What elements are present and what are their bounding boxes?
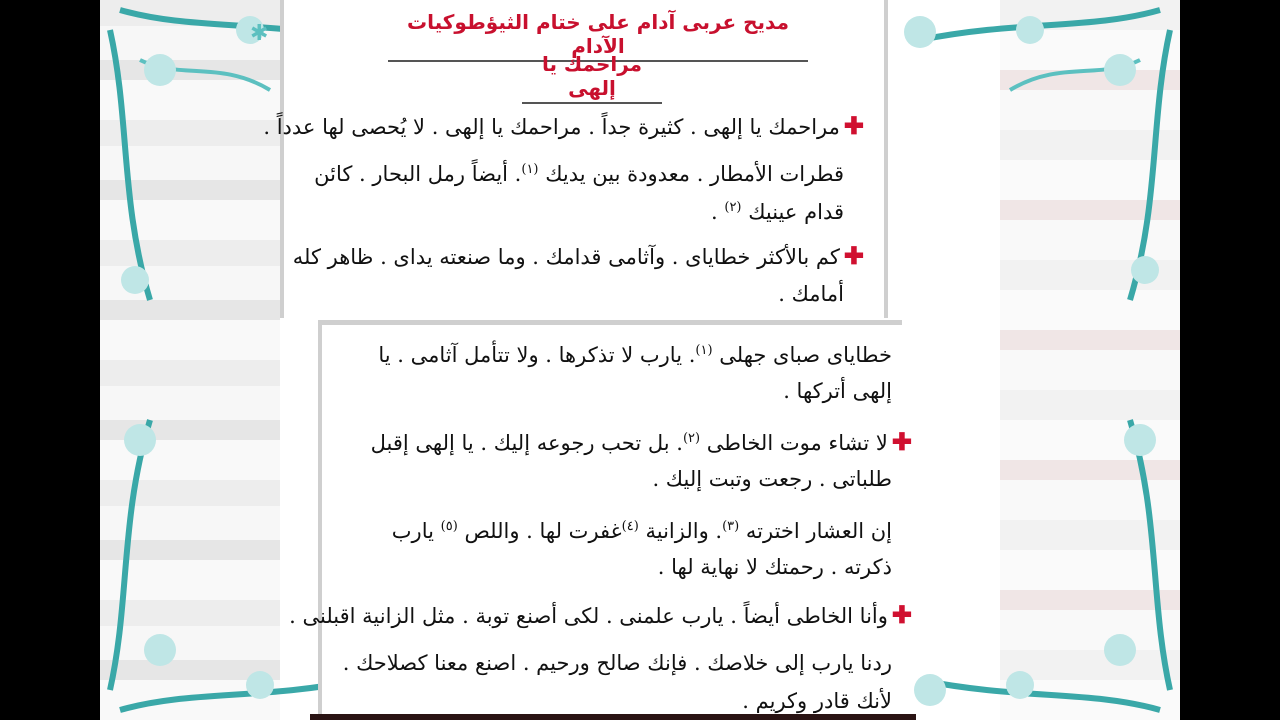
page-title: مديح عربى آدام على ختام الثيؤطوكيات الآدام: [388, 10, 808, 62]
floral-ornament-bottom-right: [880, 400, 1180, 720]
video-frame: [100, 0, 1180, 720]
verse-line: إلهى أتركها .: [783, 379, 892, 403]
verse-line: قدام عينيك $^{(٢)}$ .: [710, 200, 844, 224]
coptic-cross-icon: ✚: [891, 427, 912, 456]
verse-line: ردنا يارب إلى خلاصك . فإنك صالح ورحيم . اصنع معنا كصلاحك .: [342, 651, 892, 675]
verse-line: ✚لا تشاء موت الخاطى $^{(٢)}$. بل تحب رجوعه إليك . يا إلهى إقبل: [370, 427, 912, 456]
verse-line: خطاياى صباى جهلى $^{(١)}$. يارب لا تذكرها . ولا تتأمل آثامى . يا: [378, 343, 892, 367]
verse-line: ✚وأنا الخاطى أيضاً . يارب علمنى . لكى أصنع توبة . مثل الزانية اقبلنى .: [289, 600, 912, 629]
floral-ornament-top-right: [880, 0, 1180, 320]
verse-line: ✚كم بالأكثر خطاياى . وآثامى قدامك . وما صنعته يداى . ظاهر كله: [292, 241, 864, 270]
hymn-page-bottom: [289, 320, 912, 720]
verse-line: ✚مراحمك يا إلهى . كثيرة جداً . مراحمك يا إلهى . لا يُحصى لها عدداً .: [263, 111, 864, 140]
bottom-edge-shadow: [310, 714, 916, 720]
page-subtitle: مراحمك يا إلهى: [522, 52, 662, 104]
coptic-cross-icon: ✚: [891, 600, 912, 629]
coptic-cross-icon: ✚: [843, 241, 864, 270]
verse-line: إن العشار اخترته $^{(٣)}$. والزانية $^{(٤)}$غفرت لها . واللص $^{(٥)}$ يارب: [391, 519, 892, 543]
svg-text:✱: ✱: [250, 21, 269, 46]
verse-line: أمامك .: [778, 282, 844, 306]
verse-line: ذكرته . رحمتك لا نهاية لها .: [657, 555, 892, 579]
coptic-cross-icon: ✚: [843, 111, 864, 140]
verse-line: قطرات الأمطار . معدودة بين يديك $^{(١)}$. أيضاً رمل البحار . كائن: [314, 162, 844, 186]
verse-line: لأنك قادر وكريم .: [742, 689, 892, 713]
verse-line: طلباتى . رجعت وتبت إليك .: [652, 467, 892, 491]
hymn-page-top: [263, 0, 888, 318]
